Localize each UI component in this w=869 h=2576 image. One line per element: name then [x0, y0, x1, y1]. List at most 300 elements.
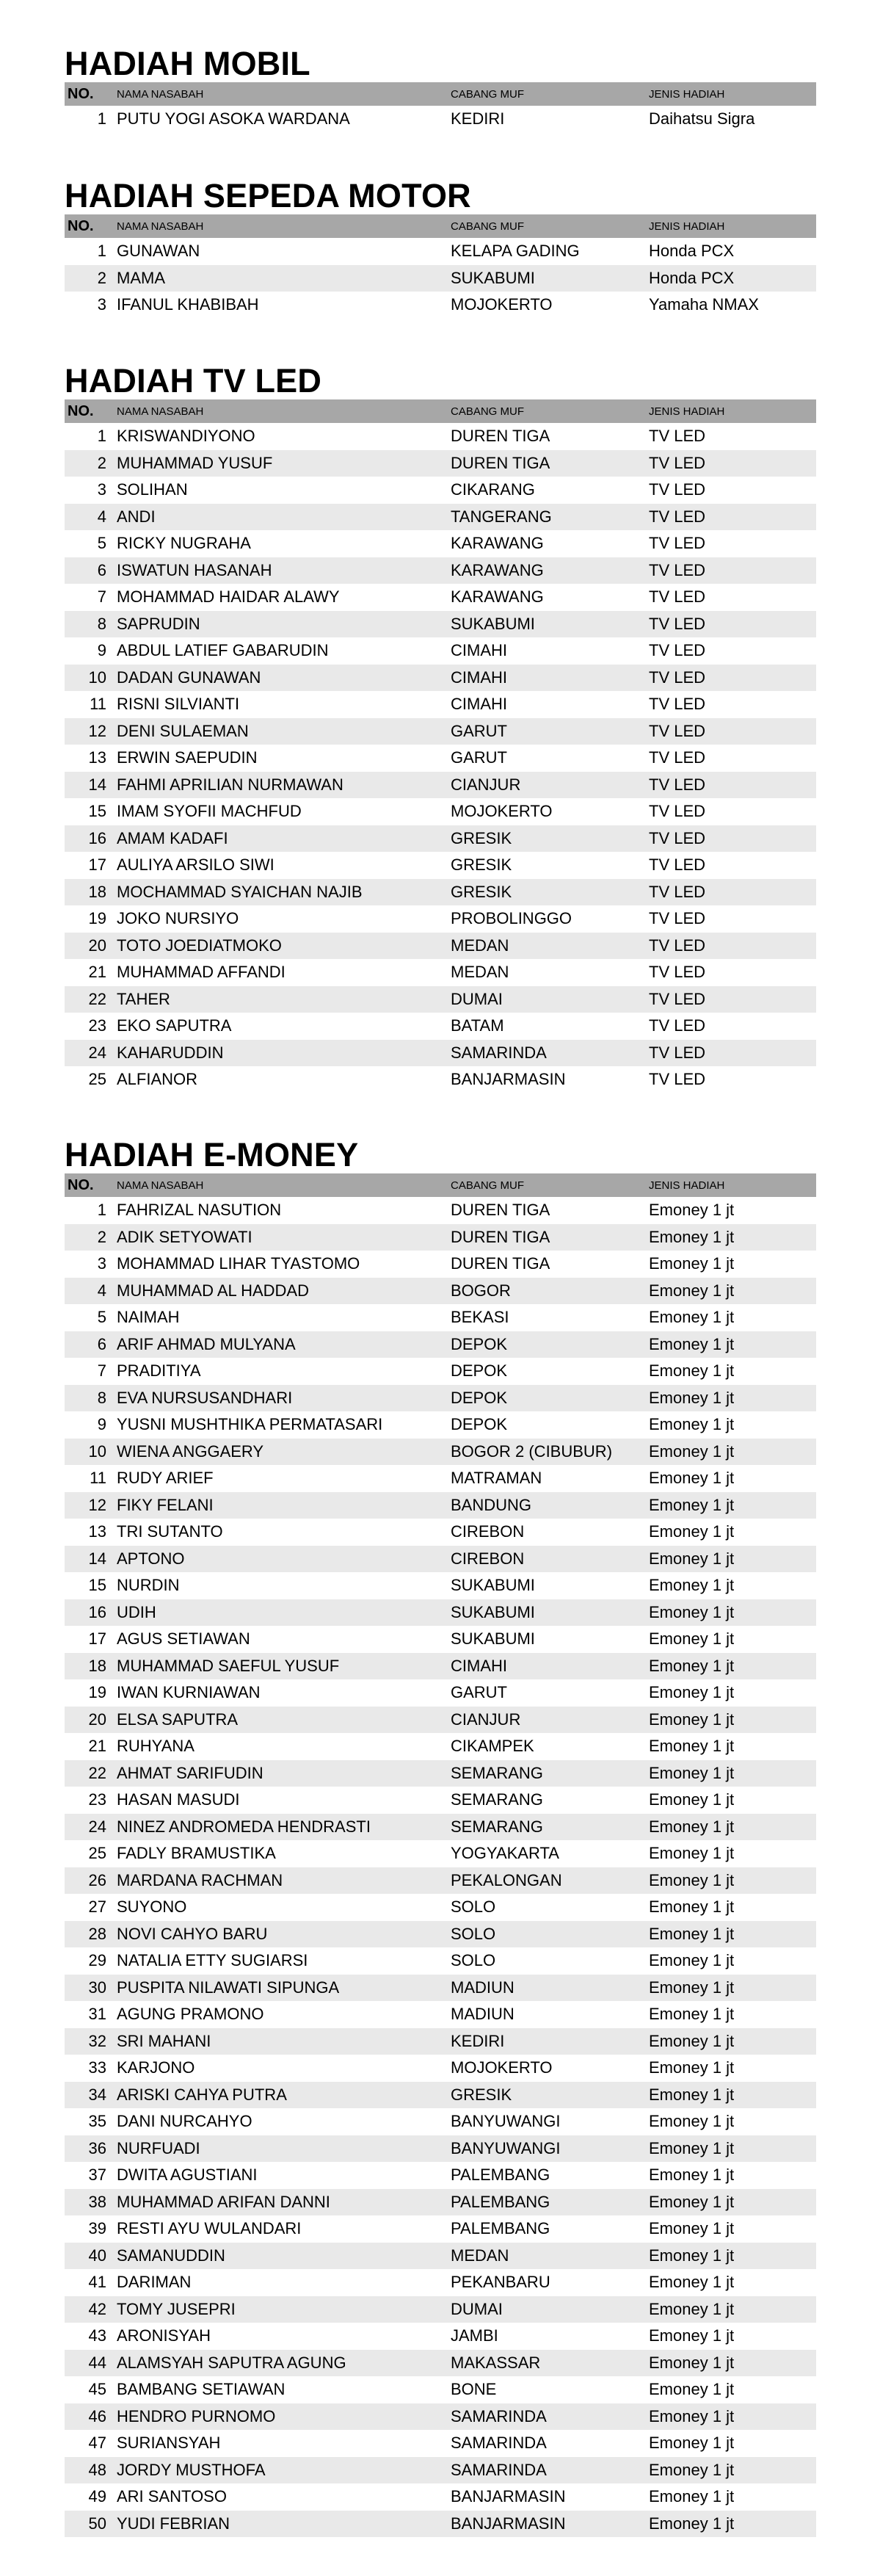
table-row: [65, 1465, 816, 1492]
cell-name: ELSA SAPUTRA: [117, 1710, 239, 1729]
cell-no: 36: [88, 2138, 106, 2157]
table-row: [65, 1411, 816, 1439]
cell-branch: GRESIK: [451, 2085, 512, 2104]
cell-prize: Emoney 1 jt: [649, 1763, 735, 1782]
cell-name: SAPRUDIN: [117, 614, 200, 633]
cell-branch: BANJARMASIN: [451, 2487, 566, 2506]
cell-name: MARDANA RACHMAN: [117, 1870, 283, 1889]
table-row: [65, 745, 816, 772]
cell-name: ARI SANTOSO: [117, 2487, 227, 2506]
table-row: [65, 2430, 816, 2457]
table-row: [65, 530, 816, 557]
cell-prize: Honda PCX: [649, 268, 735, 287]
cell-no: 49: [88, 2487, 106, 2506]
cell-name: MAMA: [117, 268, 165, 287]
cell-prize: TV LED: [649, 1043, 706, 1062]
cell-name: WIENA ANGGAERY: [117, 1441, 264, 1461]
cell-branch: GRESIK: [451, 882, 512, 901]
table-row: [65, 1013, 816, 1040]
table-row: [65, 879, 816, 906]
cell-name: KAHARUDDIN: [117, 1043, 224, 1062]
cell-no: 1: [97, 427, 106, 446]
cell-no: 18: [88, 1656, 106, 1675]
cell-prize: Emoney 1 jt: [649, 2273, 735, 2292]
cell-branch: MOJOKERTO: [451, 802, 553, 821]
cell-branch: BANDUNG: [451, 1495, 532, 1514]
header-name: NAMA NASABAH: [117, 87, 204, 101]
cell-branch: SOLO: [451, 1897, 496, 1917]
cell-prize: Emoney 1 jt: [649, 1361, 735, 1381]
cell-branch: SUKABUMI: [451, 268, 535, 287]
cell-no: 4: [97, 507, 106, 526]
cell-prize: TV LED: [649, 828, 706, 847]
cell-name: MOHAMMAD LIHAR TYASTOMO: [117, 1254, 360, 1273]
cell-prize: Emoney 1 jt: [649, 1897, 735, 1917]
cell-prize: TV LED: [649, 748, 706, 767]
cell-name: SAMANUDDIN: [117, 2246, 225, 2265]
table-row: [65, 1519, 816, 1546]
header-branch: CABANG MUF: [451, 1179, 525, 1192]
cell-name: HENDRO PURNOMO: [117, 2406, 276, 2425]
cell-name: TRI SUTANTO: [117, 1522, 223, 1541]
section-title: HADIAH TV LED: [65, 362, 322, 399]
cell-name: YUDI FEBRIAN: [117, 2514, 230, 2533]
table-row: [65, 1439, 816, 1466]
cell-name: ALAMSYAH SAPUTRA AGUNG: [117, 2353, 346, 2372]
cell-prize: Emoney 1 jt: [649, 1710, 735, 1729]
cell-branch: SOLO: [451, 1924, 496, 1943]
cell-no: 43: [88, 2326, 106, 2345]
cell-branch: PEKANBARU: [451, 2273, 550, 2292]
cell-no: 10: [88, 667, 106, 687]
cell-branch: CIMAHI: [451, 695, 507, 714]
table-row: [65, 1947, 816, 1975]
cell-name: MUHAMMAD YUSUF: [117, 453, 273, 472]
cell-prize: Emoney 1 jt: [649, 1495, 735, 1514]
cell-prize: Emoney 1 jt: [649, 1790, 735, 1809]
cell-prize: Daihatsu Sigra: [649, 109, 755, 129]
cell-prize: TV LED: [649, 802, 706, 821]
table-header-row: [65, 1173, 816, 1197]
cell-name: EKO SAPUTRA: [117, 1016, 232, 1035]
cell-prize: Emoney 1 jt: [649, 1870, 735, 1889]
cell-name: MUHAMMAD SAEFUL YUSUF: [117, 1656, 340, 1675]
table-row: [65, 2055, 816, 2082]
cell-name: JORDY MUSTHOFA: [117, 2460, 266, 2479]
section-table-holder: [65, 399, 816, 1093]
table-row: [65, 557, 816, 585]
cell-name: AULIYA ARSILO SIWI: [117, 855, 274, 875]
cell-branch: KARAWANG: [451, 560, 544, 579]
cell-name: SUYONO: [117, 1897, 187, 1917]
cell-no: 18: [88, 882, 106, 901]
cell-branch: DUREN TIGA: [451, 453, 550, 472]
cell-prize: Emoney 1 jt: [649, 1978, 735, 1997]
table-row: [65, 798, 816, 825]
cell-name: FAHMI APRILIAN NURMAWAN: [117, 775, 343, 794]
cell-no: 30: [88, 1978, 106, 1997]
cell-no: 12: [88, 721, 106, 740]
cell-branch: CIREBON: [451, 1522, 525, 1541]
cell-name: NURFUADI: [117, 2138, 200, 2157]
cell-branch: PALEMBANG: [451, 2166, 550, 2185]
cell-prize: TV LED: [649, 453, 706, 472]
cell-prize: Emoney 1 jt: [649, 1683, 735, 1702]
section-e-money: [65, 1137, 816, 2537]
table-row: [65, 265, 816, 292]
cell-no: 15: [88, 1576, 106, 1595]
table-row: [65, 1224, 816, 1251]
winners-table: [65, 399, 816, 1093]
cell-branch: BATAM: [451, 1016, 504, 1035]
cell-prize: Emoney 1 jt: [649, 1576, 735, 1595]
table-row: [65, 1331, 816, 1358]
cell-no: 44: [88, 2353, 106, 2372]
cell-prize: Emoney 1 jt: [649, 2353, 735, 2372]
cell-name: AMAM KADAFI: [117, 828, 228, 847]
cell-prize: TV LED: [649, 695, 706, 714]
cell-prize: Emoney 1 jt: [649, 1602, 735, 1621]
header-prize: JENIS HADIAH: [649, 220, 725, 233]
cell-prize: TV LED: [649, 560, 706, 579]
cell-no: 39: [88, 2219, 106, 2238]
cell-prize: Emoney 1 jt: [649, 2434, 735, 2453]
cell-no: 24: [88, 1043, 106, 1062]
cell-name: APTONO: [117, 1549, 185, 1568]
cell-prize: Emoney 1 jt: [649, 2085, 735, 2104]
cell-prize: Emoney 1 jt: [649, 1441, 735, 1461]
cell-name: ALFIANOR: [117, 1070, 198, 1089]
cell-branch: DEPOK: [451, 1334, 508, 1353]
cell-no: 17: [88, 1629, 106, 1649]
cell-name: AGUNG PRAMONO: [117, 2005, 264, 2024]
cell-branch: GARUT: [451, 721, 507, 740]
cell-no: 8: [97, 1388, 106, 1407]
cell-branch: GRESIK: [451, 855, 512, 875]
cell-branch: SUKABUMI: [451, 1576, 535, 1595]
cell-branch: BANJARMASIN: [451, 2514, 566, 2533]
cell-name: FADLY BRAMUSTIKA: [117, 1844, 276, 1863]
cell-prize: Emoney 1 jt: [649, 2406, 735, 2425]
table-row: [65, 1304, 816, 1331]
table-row: [65, 2269, 816, 2296]
cell-name: TOTO JOEDIATMOKO: [117, 936, 282, 955]
cell-branch: DUMAI: [451, 2299, 503, 2318]
cell-branch: DEPOK: [451, 1388, 508, 1407]
cell-no: 22: [88, 989, 106, 1008]
cell-prize: Emoney 1 jt: [649, 2299, 735, 2318]
cell-branch: DUREN TIGA: [451, 1201, 550, 1220]
cell-no: 21: [88, 963, 106, 982]
cell-prize: TV LED: [649, 721, 706, 740]
cell-prize: Emoney 1 jt: [649, 2005, 735, 2024]
section-motorcycle: [65, 178, 816, 319]
table-row: [65, 423, 816, 450]
table-row: [65, 292, 816, 319]
cell-name: DARIMAN: [117, 2273, 192, 2292]
cell-no: 31: [88, 2005, 106, 2024]
cell-branch: DEPOK: [451, 1415, 508, 1434]
cell-name: UDIH: [117, 1602, 156, 1621]
cell-prize: Emoney 1 jt: [649, 1201, 735, 1220]
table-row: [65, 504, 816, 531]
cell-branch: PALEMBANG: [451, 2192, 550, 2211]
cell-branch: MAKASSAR: [451, 2353, 541, 2372]
header-prize: JENIS HADIAH: [649, 405, 725, 418]
cell-branch: CIREBON: [451, 1549, 525, 1568]
header-prize: JENIS HADIAH: [649, 1179, 725, 1192]
table-row: [65, 1066, 816, 1093]
cell-no: 32: [88, 2031, 106, 2050]
cell-prize: TV LED: [649, 936, 706, 955]
section-table-holder: [65, 82, 816, 133]
cell-branch: MEDAN: [451, 2246, 509, 2265]
cell-prize: Emoney 1 jt: [649, 1254, 735, 1273]
section-title: HADIAH E-MONEY: [65, 1136, 359, 1173]
cell-no: 22: [88, 1763, 106, 1782]
table-row: [65, 1546, 816, 1573]
table-row: [65, 2001, 816, 2028]
cell-prize: Emoney 1 jt: [649, 1415, 735, 1434]
cell-no: 24: [88, 1817, 106, 1836]
cell-no: 3: [97, 480, 106, 499]
table-row: [65, 2162, 816, 2189]
cell-name: MOCHAMMAD SYAICHAN NAJIB: [117, 882, 363, 901]
cell-name: HASAN MASUDI: [117, 1790, 240, 1809]
cell-name: TOMY JUSEPRI: [117, 2299, 236, 2318]
table-row: [65, 1358, 816, 1385]
cell-name: TAHER: [117, 989, 170, 1008]
cell-no: 2: [97, 1227, 106, 1246]
cell-name: ARIF AHMAD MULYANA: [117, 1334, 296, 1353]
cell-name: NATALIA ETTY SUGIARSI: [117, 1951, 308, 1970]
cell-no: 2: [97, 453, 106, 472]
cell-branch: DUREN TIGA: [451, 1254, 550, 1273]
table-row: [65, 2215, 816, 2243]
table-row: [65, 2296, 816, 2323]
cell-name: AHMAT SARIFUDIN: [117, 1763, 263, 1782]
cell-branch: MADIUN: [451, 2005, 515, 2024]
cell-branch: PALEMBANG: [451, 2219, 550, 2238]
cell-name: PUSPITA NILAWATI SIPUNGA: [117, 1978, 340, 1997]
table-row: [65, 986, 816, 1013]
cell-branch: SAMARINDA: [451, 1043, 547, 1062]
cell-name: NINEZ ANDROMEDA HENDRASTI: [117, 1817, 371, 1836]
cell-branch: SAMARINDA: [451, 2406, 547, 2425]
table-row: [65, 718, 816, 745]
cell-name: KRISWANDIYONO: [117, 427, 255, 446]
cell-branch: GARUT: [451, 1683, 507, 1702]
cell-prize: Emoney 1 jt: [649, 1924, 735, 1943]
table-row: [65, 1197, 816, 1224]
cell-name: ADIK SETYOWATI: [117, 1227, 252, 1246]
table-row: [65, 691, 816, 718]
cell-branch: SEMARANG: [451, 1817, 543, 1836]
table-row: [65, 1787, 816, 1814]
cell-name: ISWATUN HASANAH: [117, 560, 272, 579]
cell-name: JOKO NURSIYO: [117, 909, 239, 928]
cell-name: RUDY ARIEF: [117, 1469, 214, 1488]
cell-no: 40: [88, 2246, 106, 2265]
cell-no: 27: [88, 1897, 106, 1917]
cell-no: 8: [97, 614, 106, 633]
cell-prize: Honda PCX: [649, 242, 735, 261]
table-row: [65, 637, 816, 665]
table-row: [65, 959, 816, 986]
cell-prize: Emoney 1 jt: [649, 1629, 735, 1649]
cell-branch: MEDAN: [451, 936, 509, 955]
cell-branch: SUKABUMI: [451, 1602, 535, 1621]
cell-branch: BANJARMASIN: [451, 1070, 566, 1089]
header-no: NO.: [68, 85, 94, 102]
cell-branch: CIKARANG: [451, 480, 535, 499]
cell-no: 1: [97, 1201, 106, 1220]
cell-branch: JAMBI: [451, 2326, 498, 2345]
cell-name: FAHRIZAL NASUTION: [117, 1201, 282, 1220]
cell-name: FIKY FELANI: [117, 1495, 214, 1514]
table-row: [65, 1653, 816, 1680]
cell-name: IWAN KURNIAWAN: [117, 1683, 261, 1702]
cell-name: ABDUL LATIEF GABARUDIN: [117, 641, 329, 660]
cell-branch: DUMAI: [451, 989, 503, 1008]
cell-prize: Emoney 1 jt: [649, 1281, 735, 1300]
cell-name: ERWIN SAEPUDIN: [117, 748, 258, 767]
cell-prize: Emoney 1 jt: [649, 2112, 735, 2131]
cell-name: IMAM SYOFII MACHFUD: [117, 802, 302, 821]
cell-name: SRI MAHANI: [117, 2031, 211, 2050]
cell-no: 2: [97, 268, 106, 287]
cell-no: 17: [88, 855, 106, 875]
cell-name: DANI NURCAHYO: [117, 2112, 252, 2131]
winners-table: [65, 1173, 816, 2537]
cell-name: RISNI SILVIANTI: [117, 695, 240, 714]
cell-no: 14: [88, 775, 106, 794]
table-header-row: [65, 399, 816, 423]
cell-branch: CIANJUR: [451, 1710, 521, 1729]
table-row: [65, 2108, 816, 2135]
cell-name: DADAN GUNAWAN: [117, 667, 261, 687]
cell-branch: CIANJUR: [451, 775, 521, 794]
cell-branch: MEDAN: [451, 963, 509, 982]
cell-prize: TV LED: [649, 641, 706, 660]
cell-prize: TV LED: [649, 989, 706, 1008]
cell-name: SOLIHAN: [117, 480, 188, 499]
winners-table: [65, 214, 816, 319]
cell-no: 4: [97, 1281, 106, 1300]
table-row: [65, 477, 816, 504]
cell-branch: CIMAHI: [451, 641, 507, 660]
table-row: [65, 2243, 816, 2270]
cell-branch: SEMARANG: [451, 1790, 543, 1809]
cell-name: YUSNI MUSHTHIKA PERMATASARI: [117, 1415, 383, 1434]
cell-no: 48: [88, 2460, 106, 2479]
cell-no: 46: [88, 2406, 106, 2425]
cell-no: 16: [88, 828, 106, 847]
cell-prize: Emoney 1 jt: [649, 2166, 735, 2185]
cell-no: 6: [97, 560, 106, 579]
cell-no: 13: [88, 748, 106, 767]
cell-prize: Emoney 1 jt: [649, 1951, 735, 1970]
table-row: [65, 2457, 816, 2484]
table-row: [65, 2376, 816, 2403]
cell-no: 3: [97, 295, 106, 314]
cell-no: 42: [88, 2299, 106, 2318]
cell-prize: Emoney 1 jt: [649, 1308, 735, 1327]
cell-branch: KELAPA GADING: [451, 242, 580, 261]
cell-name: PRADITIYA: [117, 1361, 201, 1381]
cell-branch: SUKABUMI: [451, 1629, 535, 1649]
cell-branch: BEKASI: [451, 1308, 509, 1327]
cell-branch: KARAWANG: [451, 534, 544, 553]
cell-name: IFANUL KHABIBAH: [117, 295, 259, 314]
table-row: [65, 1572, 816, 1599]
cell-name: GUNAWAN: [117, 242, 200, 261]
cell-no: 1: [97, 109, 106, 129]
table-row: [65, 1975, 816, 2002]
table-row: [65, 1599, 816, 1627]
cell-name: DENI SULAEMAN: [117, 721, 249, 740]
cell-no: 5: [97, 1308, 106, 1327]
table-row: [65, 2483, 816, 2511]
table-row: [65, 1679, 816, 1707]
cell-branch: SAMARINDA: [451, 2460, 547, 2479]
cell-name: EVA NURSUSANDHARI: [117, 1388, 293, 1407]
cell-prize: TV LED: [649, 882, 706, 901]
cell-no: 13: [88, 1522, 106, 1541]
cell-prize: Emoney 1 jt: [649, 1388, 735, 1407]
cell-prize: Emoney 1 jt: [649, 2326, 735, 2345]
cell-branch: CIKAMPEK: [451, 1737, 534, 1756]
cell-name: NOVI CAHYO BARU: [117, 1924, 268, 1943]
cell-no: 3: [97, 1254, 106, 1273]
cell-prize: Emoney 1 jt: [649, 2460, 735, 2479]
cell-branch: PEKALONGAN: [451, 1870, 562, 1889]
cell-no: 15: [88, 802, 106, 821]
cell-no: 33: [88, 2058, 106, 2077]
cell-no: 47: [88, 2434, 106, 2453]
cell-prize: TV LED: [649, 909, 706, 928]
table-row: [65, 2189, 816, 2216]
cell-prize: TV LED: [649, 427, 706, 446]
cell-no: 19: [88, 909, 106, 928]
cell-prize: Emoney 1 jt: [649, 1844, 735, 1863]
cell-no: 5: [97, 534, 106, 553]
table-row: [65, 665, 816, 692]
table-header-row: [65, 214, 816, 238]
table-row: [65, 2135, 816, 2163]
cell-prize: Emoney 1 jt: [649, 1737, 735, 1756]
cell-branch: MADIUN: [451, 1978, 515, 1997]
cell-no: 28: [88, 1924, 106, 1943]
cell-no: 9: [97, 641, 106, 660]
cell-branch: BANYUWANGI: [451, 2112, 561, 2131]
cell-name: SURIANSYAH: [117, 2434, 221, 2453]
table-row: [65, 1707, 816, 1734]
cell-name: RUHYANA: [117, 1737, 194, 1756]
cell-prize: TV LED: [649, 534, 706, 553]
cell-no: 35: [88, 2112, 106, 2131]
cell-prize: Yamaha NMAX: [649, 295, 759, 314]
cell-prize: TV LED: [649, 480, 706, 499]
table-row: [65, 1385, 816, 1412]
cell-branch: PROBOLINGGO: [451, 909, 572, 928]
cell-prize: Emoney 1 jt: [649, 1227, 735, 1246]
cell-name: PUTU YOGI ASOKA WARDANA: [117, 109, 350, 129]
cell-prize: Emoney 1 jt: [649, 2192, 735, 2211]
header-prize: JENIS HADIAH: [649, 87, 725, 101]
table-row: [65, 905, 816, 933]
cell-prize: Emoney 1 jt: [649, 2514, 735, 2533]
